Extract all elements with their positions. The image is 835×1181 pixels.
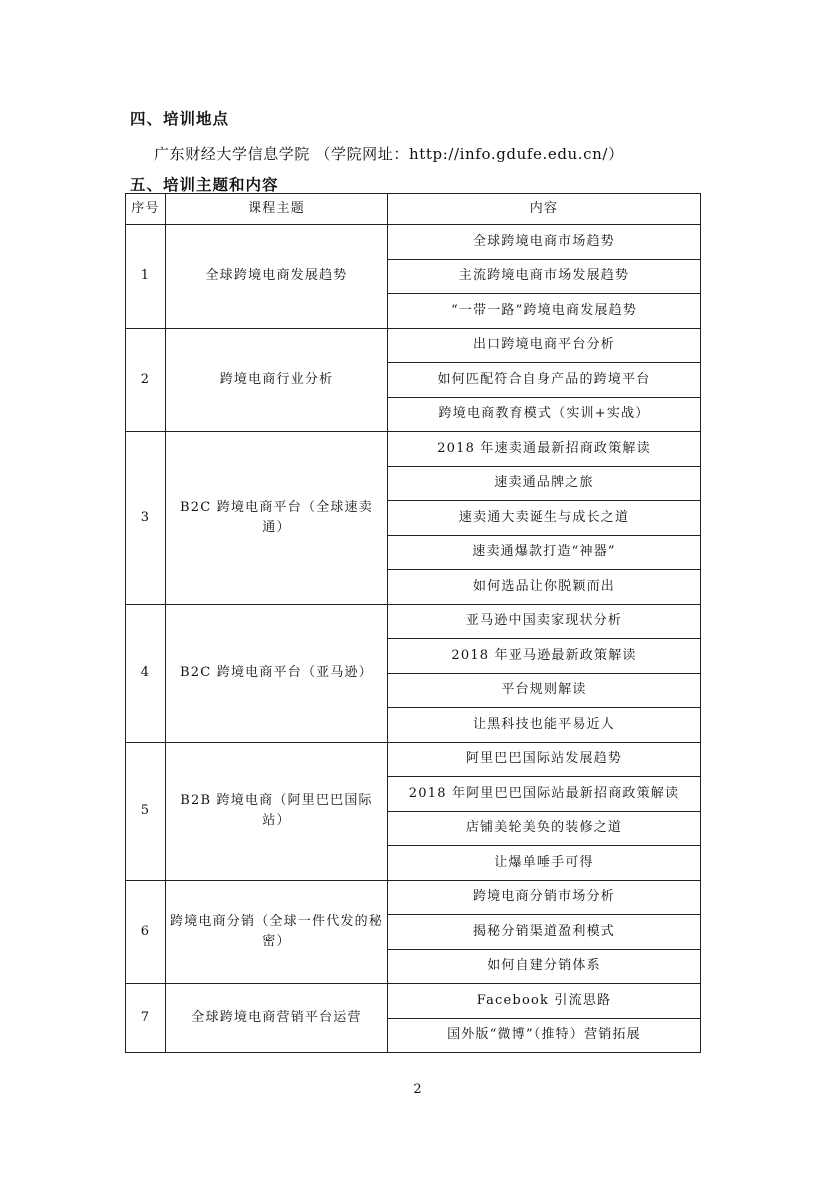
content-cell: 店铺美轮美奂的装修之道: [388, 811, 701, 846]
topic-cell: 跨境电商行业分析: [166, 328, 388, 432]
section-5-heading: 五、培训主题和内容: [130, 176, 279, 194]
content-cell: 主流跨境电商市场发展趋势: [388, 259, 701, 294]
content-cell: 如何自建分销体系: [388, 949, 701, 984]
content-cell: 如何匹配符合自身产品的跨境平台: [388, 363, 701, 398]
row-number-cell: 7: [126, 984, 166, 1053]
topic-cell: B2B 跨境电商（阿里巴巴国际站）: [166, 742, 388, 880]
content-cell: 速卖通爆款打造“神器”: [388, 535, 701, 570]
content-cell: 让黑科技也能平易近人: [388, 708, 701, 743]
row-number-cell: 6: [126, 880, 166, 984]
content-cell: 跨境电商教育模式（实训+实战）: [388, 397, 701, 432]
topic-cell: 全球跨境电商发展趋势: [166, 225, 388, 329]
row-number-cell: 3: [126, 432, 166, 605]
table-header-row: [126, 194, 701, 225]
content-cell: Facebook 引流思路: [388, 984, 701, 1019]
table-row: [126, 984, 701, 1019]
row-number-cell: 4: [126, 604, 166, 742]
content-cell: “一带一路”跨境电商发展趋势: [388, 294, 701, 329]
header-number: 序号: [126, 194, 166, 225]
row-number-cell: 2: [126, 328, 166, 432]
table-row: [126, 328, 701, 363]
table-row: [126, 432, 701, 467]
topic-cell: 跨境电商分销（全球一件代发的秘密）: [166, 880, 388, 984]
table-row: [126, 225, 701, 260]
content-cell: 2018 年速卖通最新招商政策解读: [388, 432, 701, 467]
course-table: [125, 193, 701, 1053]
content-cell: 2018 年亚马逊最新政策解读: [388, 639, 701, 674]
table-row: [126, 604, 701, 639]
header-content: 内容: [388, 194, 701, 225]
content-cell: 速卖通大卖诞生与成长之道: [388, 501, 701, 536]
content-cell: 平台规则解读: [388, 673, 701, 708]
content-cell: 亚马逊中国卖家现状分析: [388, 604, 701, 639]
content-cell: 全球跨境电商市场趋势: [388, 225, 701, 260]
topic-cell: B2C 跨境电商平台（亚马逊）: [166, 604, 388, 742]
header-topic: 课程主题: [166, 194, 388, 225]
content-cell: 出口跨境电商平台分析: [388, 328, 701, 363]
topic-cell: 全球跨境电商营销平台运营: [166, 984, 388, 1053]
page-number: 2: [413, 1082, 422, 1097]
content-cell: 跨境电商分销市场分析: [388, 880, 701, 915]
training-location: 广东财经大学信息学院 （学院网址：http://info.gdufe.edu.cn/）: [154, 145, 624, 163]
table-row: [126, 742, 701, 777]
section-4-heading: 四、培训地点: [130, 110, 230, 128]
content-cell: 如何选品让你脱颖而出: [388, 570, 701, 605]
content-cell: 阿里巴巴国际站发展趋势: [388, 742, 701, 777]
row-number-cell: 5: [126, 742, 166, 880]
content-cell: 揭秘分销渠道盈利模式: [388, 915, 701, 950]
content-cell: 让爆单唾手可得: [388, 846, 701, 881]
content-cell: 国外版“微博”（推特）营销拓展: [388, 1018, 701, 1053]
table-row: [126, 880, 701, 915]
content-cell: 速卖通品牌之旅: [388, 466, 701, 501]
row-number-cell: 1: [126, 225, 166, 329]
content-cell: 2018 年阿里巴巴国际站最新招商政策解读: [388, 777, 701, 812]
topic-cell: B2C 跨境电商平台（全球速卖通）: [166, 432, 388, 605]
